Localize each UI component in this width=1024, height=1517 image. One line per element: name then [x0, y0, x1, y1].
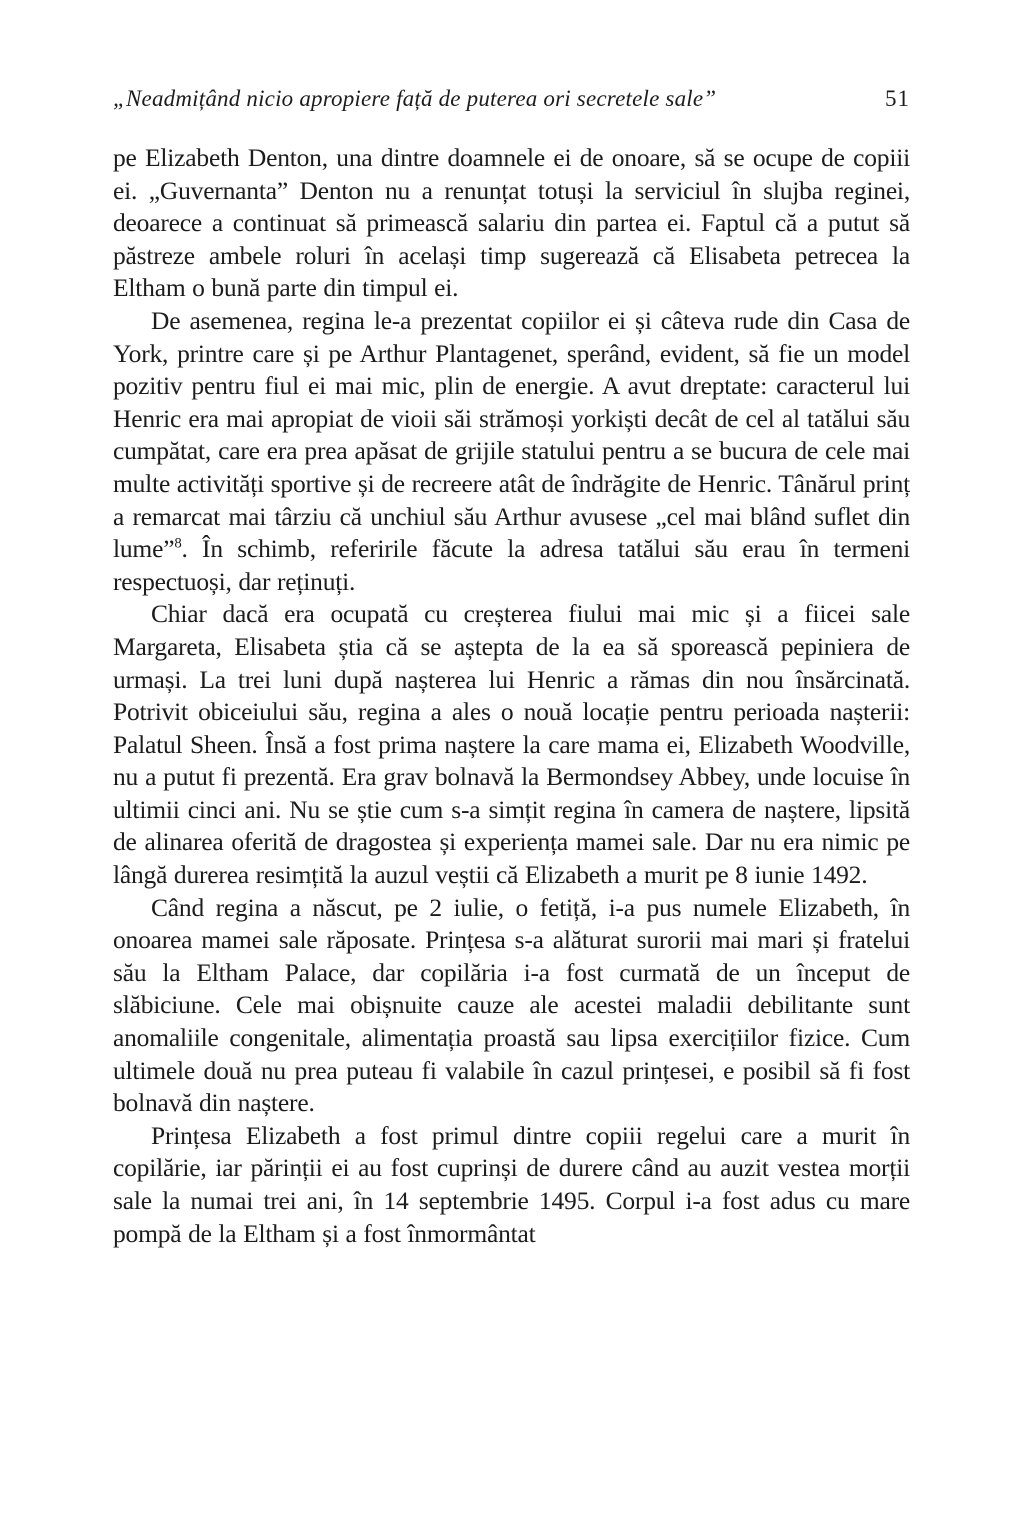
paragraph-text: . În schimb, referirile făcute la adresa tatălui său erau în termeni respectuoși, dar reținuți. [113, 534, 910, 596]
paragraph [113, 1120, 910, 1250]
paragraph [113, 142, 910, 305]
paragraph-text: pe Elizabeth Denton, una dintre doamnele ei de onoare, să se ocupe de copiii ei. „Guvernanta” Denton nu a renunțat totuși la serviciul în slujba reginei, deoarece a continuat să primească salariu din partea ei. Faptul că a putut să păstreze ambele roluri în același timp sugerează că Elisabeta petrecea la Eltham o bună parte din timpul ei. [113, 143, 910, 303]
paragraph [113, 892, 910, 1120]
body-text [113, 142, 910, 1250]
footnote-reference: 8 [174, 535, 182, 552]
paragraph [113, 598, 910, 891]
running-title: „Neadmițând nicio apropiere față de puterea ori secretele sale” [113, 86, 717, 111]
paragraph-text: Chiar dacă era ocupată cu creșterea fiului mai mic și a fiicei sale Margareta, Elisabeta știa că se aștepta de la ea să sporească pepiniera de urmași. La trei luni după nașterea lui Henric a rămas din nou însărcinată. Potrivit obiceiului său, regina a ales o nouă locație pentru perioada nașterii: Palatul Sheen. Însă a fost prima naștere la care mama ei, Elizabeth Woodville, nu a putut fi prezentă. Era grav bolnavă la Bermondsey Abbey, unde locuise în ultimii cinci ani. Nu se știe cum s-a simțit regina în camera de naștere, lipsită de alinarea oferită de dragostea și experiența mamei sale. Dar nu era nimic pe lângă durerea resimțită la auzul veștii că Elizabeth a murit pe 8 iunie 1492. [113, 599, 910, 890]
page-number: 51 [885, 86, 910, 111]
paragraph [113, 305, 910, 598]
running-header [113, 86, 910, 112]
paragraph-text: De asemenea, regina le-a prezentat copiilor ei și câteva rude din Casa de York, printre care și pe Arthur Plantagenet, sperând, evident, să fie un model pozitiv pentru fiul ei mai mic, plin de energie. A avut dreptate: caracterul lui Henric era mai apropiat de vioii săi strămoși yorkiști decât de cel al tatălui său cumpătat, care era prea apăsat de grijile statului pentru a se bucura de cele mai multe activități sportive și de recreere atât de îndrăgite de Henric. Tânărul prinț a remarcat mai târziu că unchiul său Arthur avusese „cel mai blând suflet din lume” [113, 305, 910, 564]
paragraph-text: Prințesa Elizabeth a fost primul dintre copiii regelui care a murit în copilărie, iar părinții ei au fost cuprinși de durere când au auzit vestea morții sale la numai trei ani, în 14 septembrie 1495. Corpul i-a fost adus cu mare pompă de la Eltham și a fost înmormântat [113, 1120, 910, 1248]
paragraph-text: Când regina a născut, pe 2 iulie, o fetiță, i-a pus numele Elizabeth, în onoarea mamei sale răposate. Prințesa s-a alăturat surorii mai mari și fratelui său la Eltham Palace, dar copilăria i-a fost curmată de un început de slăbiciune. Cele mai obișnuite cauze ale acestei maladii debilitante sunt anomaliile congenitale, alimentația proastă sau lipsa exercițiilor fizice. Cum ultimele două nu prea puteau fi valabile în cazul prințesei, e posibil să fi fost bolnavă din naștere. [113, 892, 910, 1118]
